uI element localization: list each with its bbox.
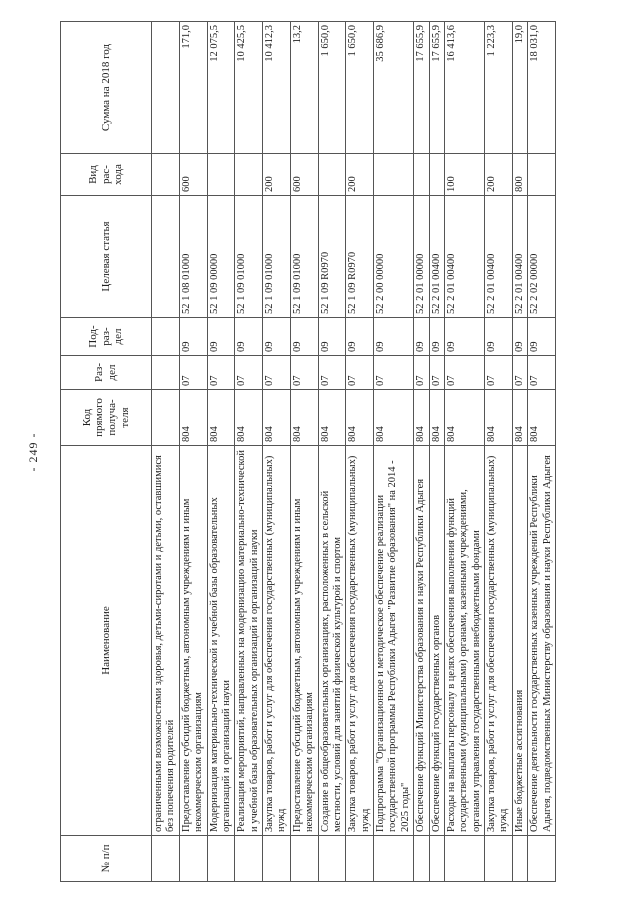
row-section: 07 [290,356,318,390]
table-row [263,22,291,882]
row-section: 07 [444,356,484,390]
row-ministry-code: 804 [207,390,235,446]
row-amount: 35 686,9 [374,22,414,154]
row-name: Подпрограмма "Организационное и методическое обеспечение реализации государственной программы Республики Адыгея "Развитие образования" на 2014 - 2025 годы" [374,446,414,836]
row-expense-type: 600 [290,154,318,196]
row-section: 07 [485,356,513,390]
row-subsection: 09 [235,318,263,356]
row-section: 07 [374,356,414,390]
table-row [528,22,556,882]
row-section: 07 [263,356,291,390]
row-subsection: 09 [444,318,484,356]
row-target-item: 52 1 09 01000 [290,196,318,318]
row-ministry-code: 804 [414,390,429,446]
row-name: Обеспечение функций Министерства образования и науки Республики Адыгея [414,446,429,836]
row-ministry-code [152,390,180,446]
row-ministry-code: 804 [235,390,263,446]
row-number [485,836,513,882]
row-expense-type [374,154,414,196]
row-amount: 12 075,5 [207,22,235,154]
row-target-item: 52 1 09 00000 [207,196,235,318]
table-row [290,22,318,882]
row-name: Иные бюджетные ассигнования [512,446,527,836]
row-target-item: 52 2 01 00400 [444,196,484,318]
table-row [346,22,374,882]
header-expense-type: Вид рас-хода [61,154,152,196]
table-row [512,22,527,882]
row-expense-type [152,154,180,196]
row-ministry-code: 804 [512,390,527,446]
row-subsection: 09 [429,318,444,356]
row-ministry-code: 804 [444,390,484,446]
row-subsection: 09 [263,318,291,356]
row-name: Закупка товаров, работ и услуг для обеспечения государственных (муниципальных) нужд [263,446,291,836]
row-target-item: 52 2 01 00400 [485,196,513,318]
row-target-item: 52 1 09 01000 [263,196,291,318]
row-amount: 18 031,0 [528,22,556,154]
row-subsection: 09 [318,318,346,356]
row-target-item: 52 1 09 R0970 [346,196,374,318]
row-expense-type: 200 [485,154,513,196]
row-number [444,836,484,882]
row-expense-type [235,154,263,196]
header-no: № п/п [61,836,152,882]
table-row [179,22,207,882]
row-section: 07 [235,356,263,390]
row-section: 07 [429,356,444,390]
row-subsection: 09 [374,318,414,356]
row-expense-type [528,154,556,196]
row-amount: 1 650,0 [346,22,374,154]
row-target-item [152,196,180,318]
row-number [318,836,346,882]
row-section: 07 [207,356,235,390]
row-number [207,836,235,882]
row-number [346,836,374,882]
row-subsection: 09 [414,318,429,356]
row-number [263,836,291,882]
row-subsection: 09 [528,318,556,356]
row-expense-type [207,154,235,196]
row-subsection: 09 [290,318,318,356]
header-amount: Сумма на 2018 год [61,22,152,154]
row-number [235,836,263,882]
table-row [374,22,414,882]
row-number [152,836,180,882]
row-expense-type: 600 [179,154,207,196]
row-number [414,836,429,882]
row-name: Создание в общеобразовательных организациях, расположенных в сельской местности, условий для занятий физической культурой и спортом [318,446,346,836]
row-number [374,836,414,882]
row-subsection: 09 [179,318,207,356]
header-section: Раз-дел [61,356,152,390]
row-ministry-code: 804 [429,390,444,446]
row-target-item: 52 2 01 00400 [429,196,444,318]
row-subsection [152,318,180,356]
row-ministry-code: 804 [485,390,513,446]
row-target-item: 52 2 00 00000 [374,196,414,318]
row-amount [152,22,180,154]
rotated-page [20,22,620,882]
row-number [290,836,318,882]
row-target-item: 52 1 09 R0970 [318,196,346,318]
row-ministry-code: 804 [179,390,207,446]
row-name: Закупка товаров, работ и услуг для обеспечения государственных (муниципальных) нужд [485,446,513,836]
row-ministry-code: 804 [263,390,291,446]
row-section: 07 [318,356,346,390]
row-expense-type: 200 [263,154,291,196]
row-expense-type: 800 [512,154,527,196]
row-ministry-code: 804 [318,390,346,446]
row-amount: 10 412,3 [263,22,291,154]
row-amount: 17 655,9 [429,22,444,154]
row-amount: 10 425,5 [235,22,263,154]
table-header-row [61,22,152,882]
row-number [512,836,527,882]
header-name: Наименование [61,446,152,836]
row-amount: 17 655,9 [414,22,429,154]
row-amount: 16 413,6 [444,22,484,154]
table-row [152,22,180,882]
row-target-item: 52 2 01 00400 [512,196,527,318]
header-ministry-code: Код прямого получа-теля [61,390,152,446]
table-row [444,22,484,882]
table-row [429,22,444,882]
row-expense-type: 100 [444,154,484,196]
row-target-item: 52 2 02 00000 [528,196,556,318]
table-row [235,22,263,882]
row-subsection: 09 [512,318,527,356]
row-name: Предоставление субсидий бюджетным, автономным учреждениям и иным некоммерческим организациям [290,446,318,836]
row-name: Предоставление субсидий бюджетным, автономным учреждениям и иным некоммерческим организациям [179,446,207,836]
row-expense-type [414,154,429,196]
row-subsection: 09 [346,318,374,356]
row-number [179,836,207,882]
page-number: - 249 - [26,432,40,472]
row-amount: 13,2 [290,22,318,154]
row-name: Закупка товаров, работ и услуг для обеспечения государственных (муниципальных) нужд [346,446,374,836]
row-amount: 171,0 [179,22,207,154]
row-name: Обеспечение деятельности государственных казенных учреждений Республики Адыгея, подведомственных Министерству образования и науки Республики Адыгея [528,446,556,836]
budget-table [60,21,556,882]
row-section: 07 [528,356,556,390]
table-body [152,22,556,882]
row-target-item: 52 2 01 00000 [414,196,429,318]
row-subsection: 09 [207,318,235,356]
row-section: 07 [179,356,207,390]
row-target-item: 52 1 08 01000 [179,196,207,318]
table-row [207,22,235,882]
row-name: ограниченными возможностями здоровья, детьми-сиротами и детьми, оставшимися без попечения родителей [152,446,180,836]
row-name: Обеспечение функций государственных органов [429,446,444,836]
row-expense-type: 200 [346,154,374,196]
row-section: 07 [512,356,527,390]
row-ministry-code: 804 [290,390,318,446]
row-expense-type [429,154,444,196]
row-section: 07 [414,356,429,390]
table-row [318,22,346,882]
row-name: Расходы на выплаты персоналу в целях обеспечения выполнения функций государственными (муниципальными) органами, казенными учреждениями, органами управления государственными внебюджетными фондами [444,446,484,836]
table-row [485,22,513,882]
row-name: Модернизация материально-технической и учебной базы образовательных организаций и организаций науки [207,446,235,836]
row-expense-type [318,154,346,196]
row-target-item: 52 1 09 01000 [235,196,263,318]
row-subsection: 09 [485,318,513,356]
row-section [152,356,180,390]
row-ministry-code: 804 [528,390,556,446]
table-row [414,22,429,882]
header-subsection: Под-раз-дел [61,318,152,356]
row-ministry-code: 804 [374,390,414,446]
row-section: 07 [346,356,374,390]
row-amount: 19,0 [512,22,527,154]
row-amount: 1 650,0 [318,22,346,154]
row-ministry-code: 804 [346,390,374,446]
row-number [429,836,444,882]
row-name: Реализация мероприятий, направленных на модернизацию материально-технической и учебной базы образовательных организаций и организаций науки [235,446,263,836]
header-target-item: Целевая статья [61,196,152,318]
row-number [528,836,556,882]
row-amount: 1 223,3 [485,22,513,154]
